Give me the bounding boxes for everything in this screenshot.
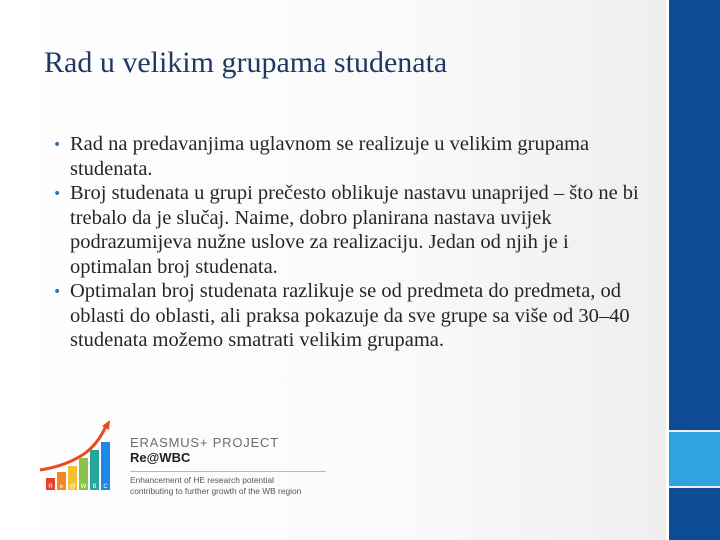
logo-description-line: contributing to further growth of the WB region — [130, 485, 302, 496]
bullet-dot-icon: • — [53, 284, 62, 300]
side-decoration-bar — [666, 0, 720, 540]
logo-divider — [130, 471, 326, 472]
logo-letter: @ — [69, 484, 76, 490]
logo-letter: R — [48, 484, 53, 490]
bullet-item — [53, 132, 646, 181]
side-bar-dark-segment-bottom — [669, 488, 720, 540]
logo-subtitle: Re@WBC — [130, 450, 191, 465]
growth-chart-logo-icon — [38, 414, 122, 498]
logo-title: ERASMUS+ PROJECT — [130, 435, 279, 450]
logo-description-line: Enhancement of HE research potential — [130, 475, 274, 485]
logo-letter: e — [59, 484, 64, 490]
bullet-dot-icon: • — [53, 137, 62, 153]
logo-letter: W — [80, 484, 87, 490]
logo-letter: B — [92, 484, 97, 490]
slide-title: Rad u velikim grupama studenata — [44, 46, 448, 79]
bullet-dot-icon: • — [53, 186, 62, 202]
bullet-text: Broj studenata u grupi prečesto oblikuje nastavu unaprijed – što ne bi trebalo da je slučaj. Naime, dobro planirana nastava uvijek podrazumijeva nužne uslove za realizaciju. Jedan od njih je i optimalan broj studenata. — [70, 182, 639, 278]
logo-letter: C — [103, 484, 108, 490]
bullet-item — [53, 279, 646, 353]
project-logo — [38, 414, 338, 504]
side-bar-dark-segment — [669, 0, 720, 430]
side-bar-light-segment — [669, 432, 720, 486]
bullet-list — [53, 132, 646, 353]
bullet-item — [53, 181, 646, 279]
bullet-text: Rad na predavanjima uglavnom se realizuje u velikim grupama studenata. — [70, 133, 590, 180]
logo-text-block — [130, 436, 340, 496]
bullet-text: Optimalan broj studenata razlikuje se od predmeta do predmeta, od oblasti do oblasti, ali praksa pokazuje da sve grupe sa više od 30–40 studenata možemo smatrati velikim grupama. — [70, 280, 630, 351]
